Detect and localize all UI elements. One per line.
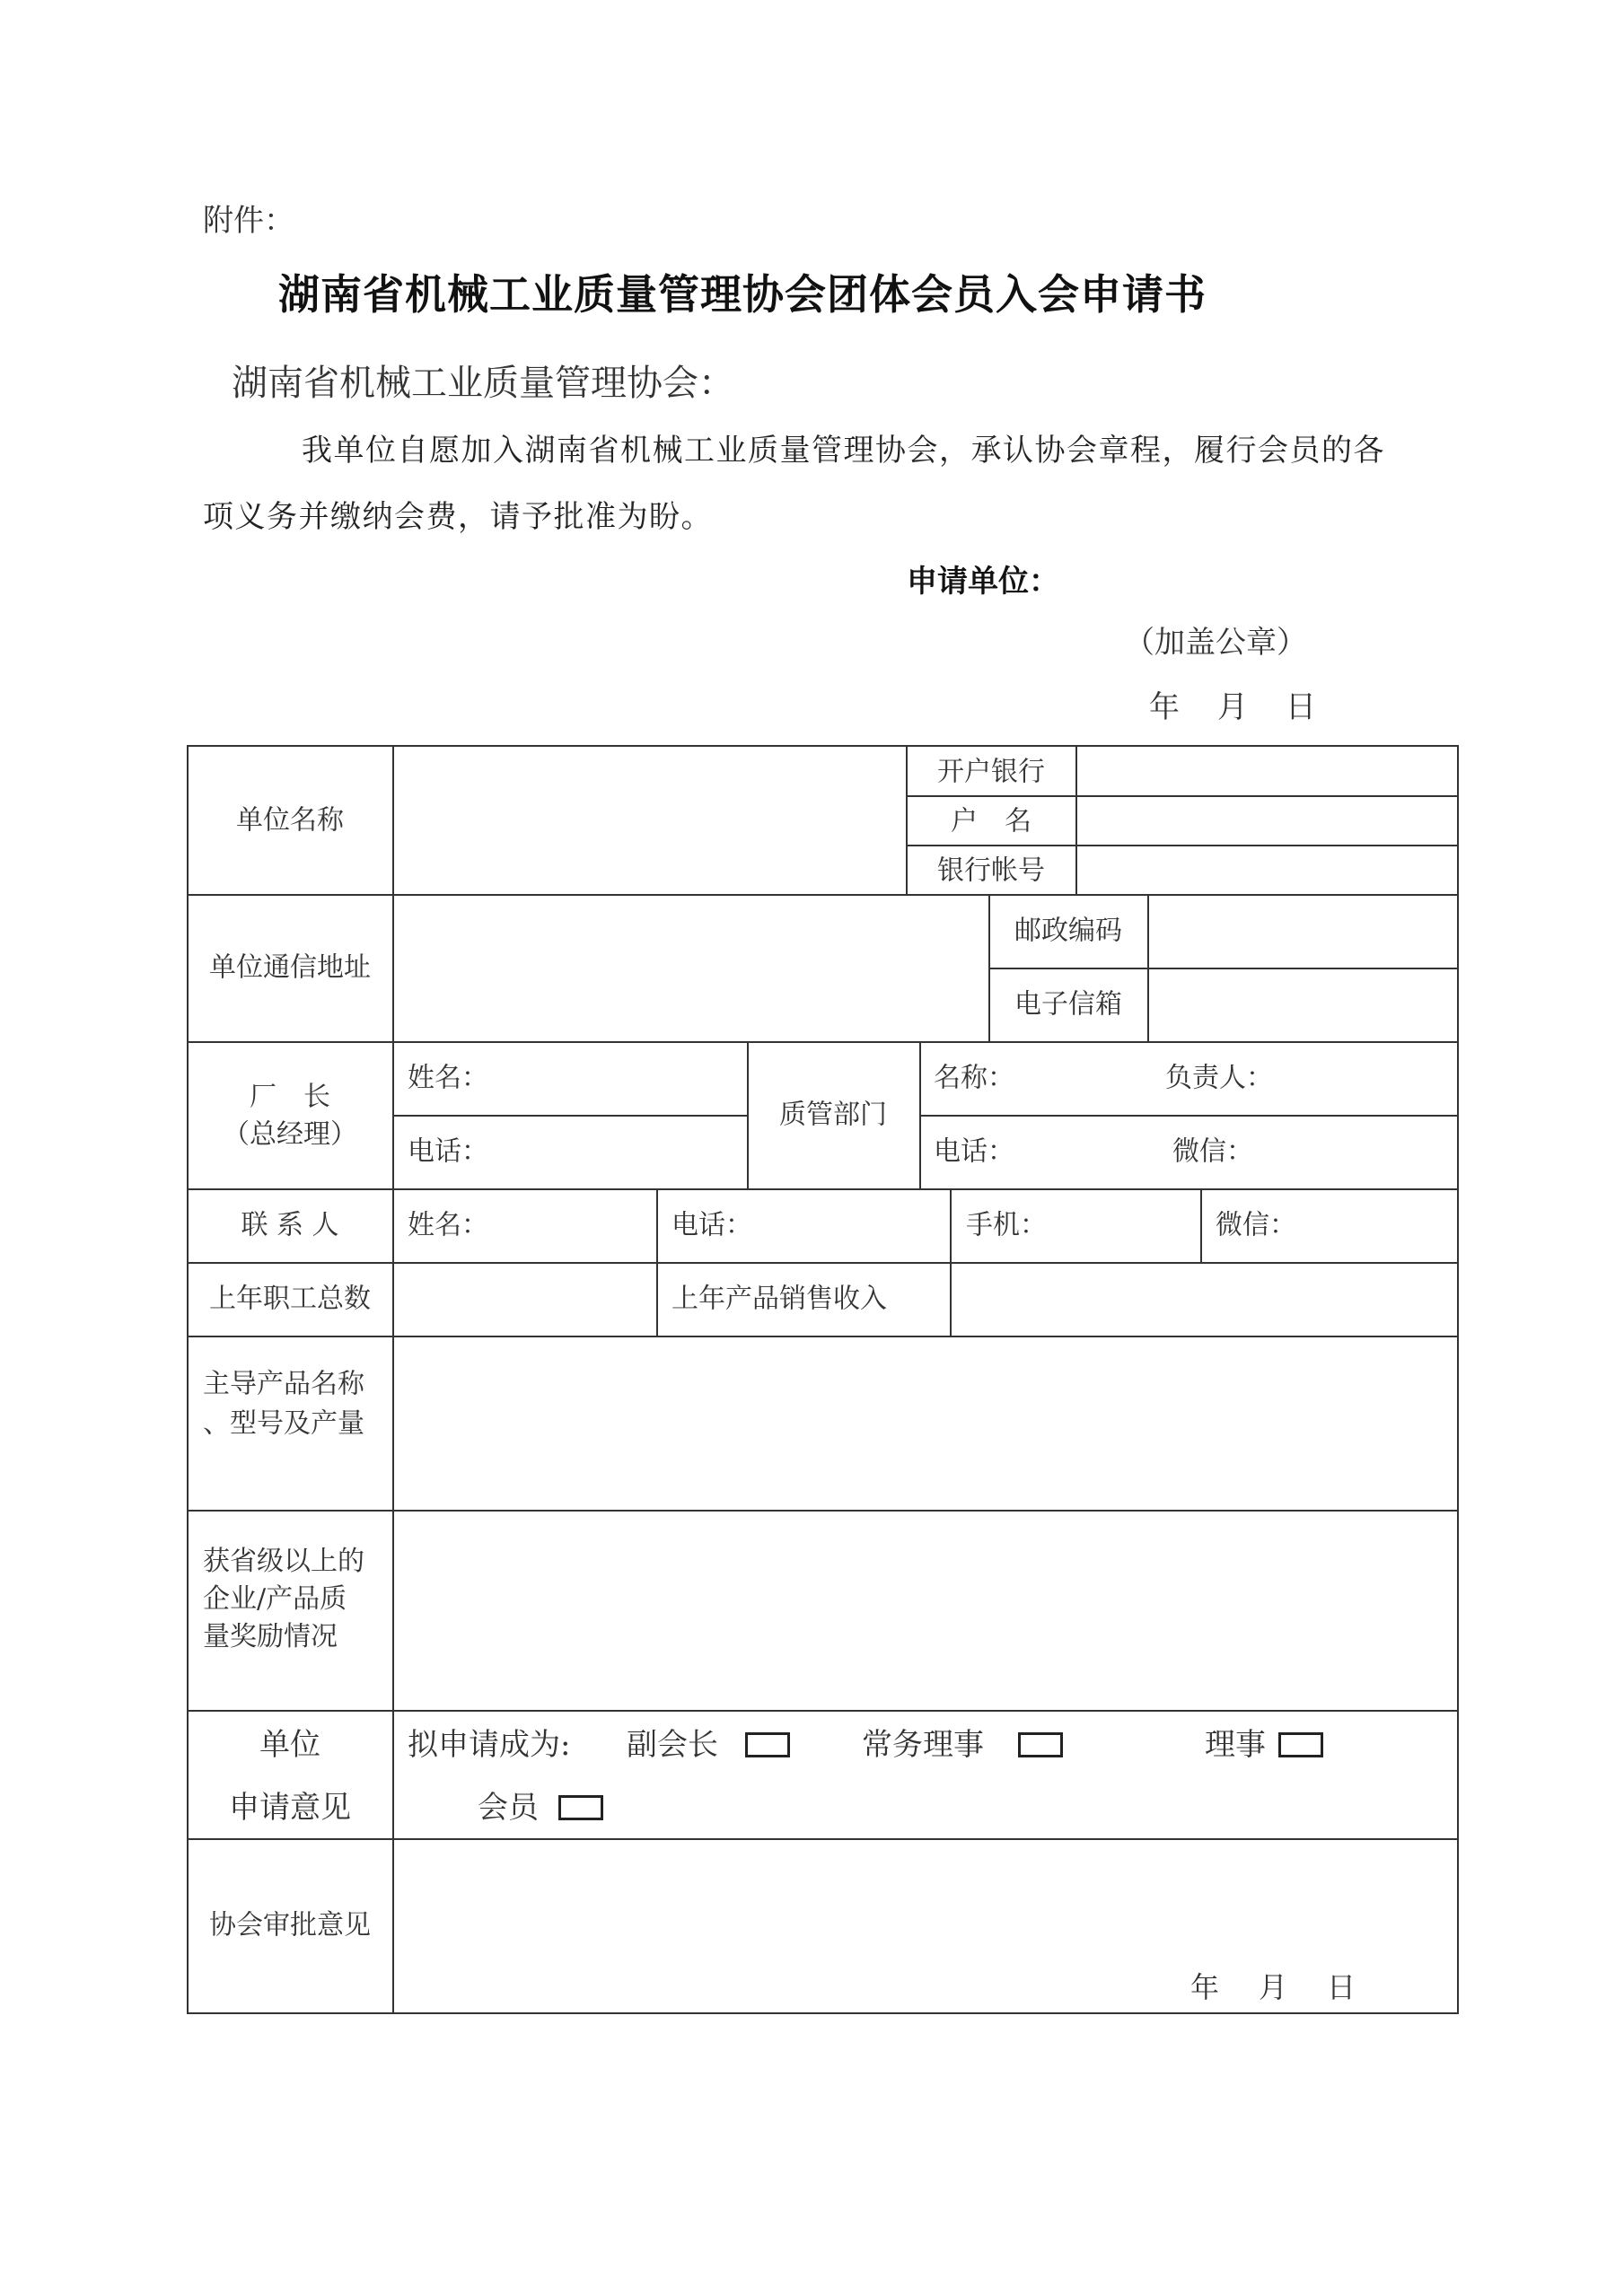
row-divider	[919, 1115, 1457, 1117]
seal-note: （加盖公章）	[1124, 625, 1307, 661]
opinion-label-line-1: 单位	[259, 1726, 320, 1763]
quality-head-field[interactable]: 负责人：	[1165, 1062, 1273, 1094]
approval-label: 协会审批意见	[209, 1909, 371, 1941]
quality-dept-label: 质管部门	[779, 1099, 887, 1131]
awards-label-line-2: 企业/产品质	[203, 1583, 347, 1615]
email-label: 电子信箱	[1014, 988, 1122, 1021]
option-label-director: 理事	[1205, 1726, 1266, 1763]
checkbox-vice-president[interactable]	[745, 1732, 790, 1757]
account-name-label: 户 名	[951, 805, 1031, 837]
awards-field[interactable]	[394, 1512, 1457, 1710]
column-divider	[656, 1188, 658, 1262]
bank-label: 开户银行	[937, 756, 1045, 788]
manager-phone-field[interactable]: 电话：	[408, 1135, 488, 1168]
quality-phone-field[interactable]: 电话：	[934, 1135, 1014, 1168]
email-field[interactable]	[1149, 969, 1457, 1041]
products-label-line-2: 、型号及产量	[203, 1407, 364, 1439]
opinion-label-line-2: 申请意见	[229, 1789, 351, 1826]
application-form-table	[187, 745, 1459, 2014]
bank-field[interactable]	[1077, 747, 1457, 795]
column-divider	[950, 1188, 952, 1262]
quality-wechat-field[interactable]: 微信：	[1172, 1135, 1253, 1168]
option-label-vice-president: 副会长	[627, 1726, 718, 1763]
option-label-executive-director: 常务理事	[862, 1726, 984, 1763]
column-divider	[906, 747, 908, 894]
manager-label-sub: （总经理）	[223, 1118, 357, 1151]
products-field[interactable]	[394, 1337, 1457, 1510]
approval-field[interactable]	[394, 1840, 1457, 1975]
products-label	[203, 1365, 364, 1443]
checkbox-member[interactable]	[558, 1795, 603, 1820]
date-day: 日	[1286, 689, 1316, 725]
apply-as-label: 拟申请成为:	[408, 1726, 571, 1763]
row-divider	[189, 1188, 1457, 1190]
header-date	[1149, 682, 1316, 726]
awards-label-line-3: 量奖励情况	[203, 1621, 338, 1652]
column-divider	[1200, 1188, 1202, 1262]
unit-name-field[interactable]	[394, 747, 906, 894]
contact-name-field[interactable]: 姓名：	[408, 1209, 488, 1241]
account-name-field[interactable]	[1077, 797, 1457, 845]
bank-account-field[interactable]	[1077, 846, 1457, 894]
approval-date	[1190, 1969, 1356, 2005]
sales-field[interactable]	[952, 1264, 1457, 1336]
document-title: 湖南省机械工业质量管理协会团体会员入会申请书	[278, 270, 1207, 319]
row-divider	[189, 1041, 1457, 1043]
greeting: 湖南省机械工业质量管理协会：	[232, 363, 734, 404]
employees-field[interactable]	[394, 1264, 656, 1336]
contact-label: 联 系 人	[241, 1209, 339, 1241]
manager-name-field[interactable]: 姓名：	[408, 1062, 488, 1094]
unit-name-label: 单位名称	[236, 804, 344, 837]
products-label-line-1: 主导产品名称	[203, 1368, 364, 1400]
employees-label: 上年职工总数	[209, 1283, 371, 1315]
row-divider	[189, 1710, 1457, 1712]
date-month: 月	[1217, 689, 1248, 725]
column-divider	[747, 1041, 749, 1188]
checkbox-director[interactable]	[1278, 1732, 1323, 1757]
approval-date-month: 月	[1259, 1970, 1288, 2004]
approval-date-day: 日	[1327, 1970, 1356, 2004]
applicant-label: 申请单位：	[907, 564, 1059, 600]
manager-label: 厂 长	[250, 1081, 330, 1113]
attachment-label: 附件：	[203, 203, 294, 239]
awards-label-line-1: 获省级以上的	[203, 1546, 364, 1577]
date-year: 年	[1149, 689, 1180, 725]
quality-name-field[interactable]: 名称：	[934, 1062, 1014, 1094]
address-label: 单位通信地址	[209, 951, 371, 984]
body-paragraph-line-2: 项义务并缴纳会费，请予批准为盼。	[203, 499, 713, 535]
approval-date-year: 年	[1190, 1970, 1220, 2004]
row-divider	[392, 1115, 747, 1117]
postcode-field[interactable]	[1149, 896, 1457, 968]
contact-phone-field[interactable]: 电话：	[672, 1209, 752, 1241]
body-paragraph-line-1: 我单位自愿加入湖南省机械工业质量管理协会，承认协会章程，履行会员的各	[302, 433, 1385, 469]
option-label-member: 会员	[478, 1789, 539, 1826]
contact-mobile-field[interactable]: 手机：	[966, 1209, 1047, 1241]
address-field[interactable]	[394, 896, 988, 1041]
contact-wechat-field[interactable]: 微信：	[1216, 1209, 1296, 1241]
column-divider	[656, 1262, 658, 1336]
postcode-label: 邮政编码	[1014, 915, 1122, 947]
awards-label	[203, 1543, 364, 1656]
bank-account-label: 银行帐号	[937, 854, 1045, 887]
checkbox-executive-director[interactable]	[1018, 1732, 1063, 1757]
sales-label: 上年产品销售收入	[672, 1283, 887, 1315]
